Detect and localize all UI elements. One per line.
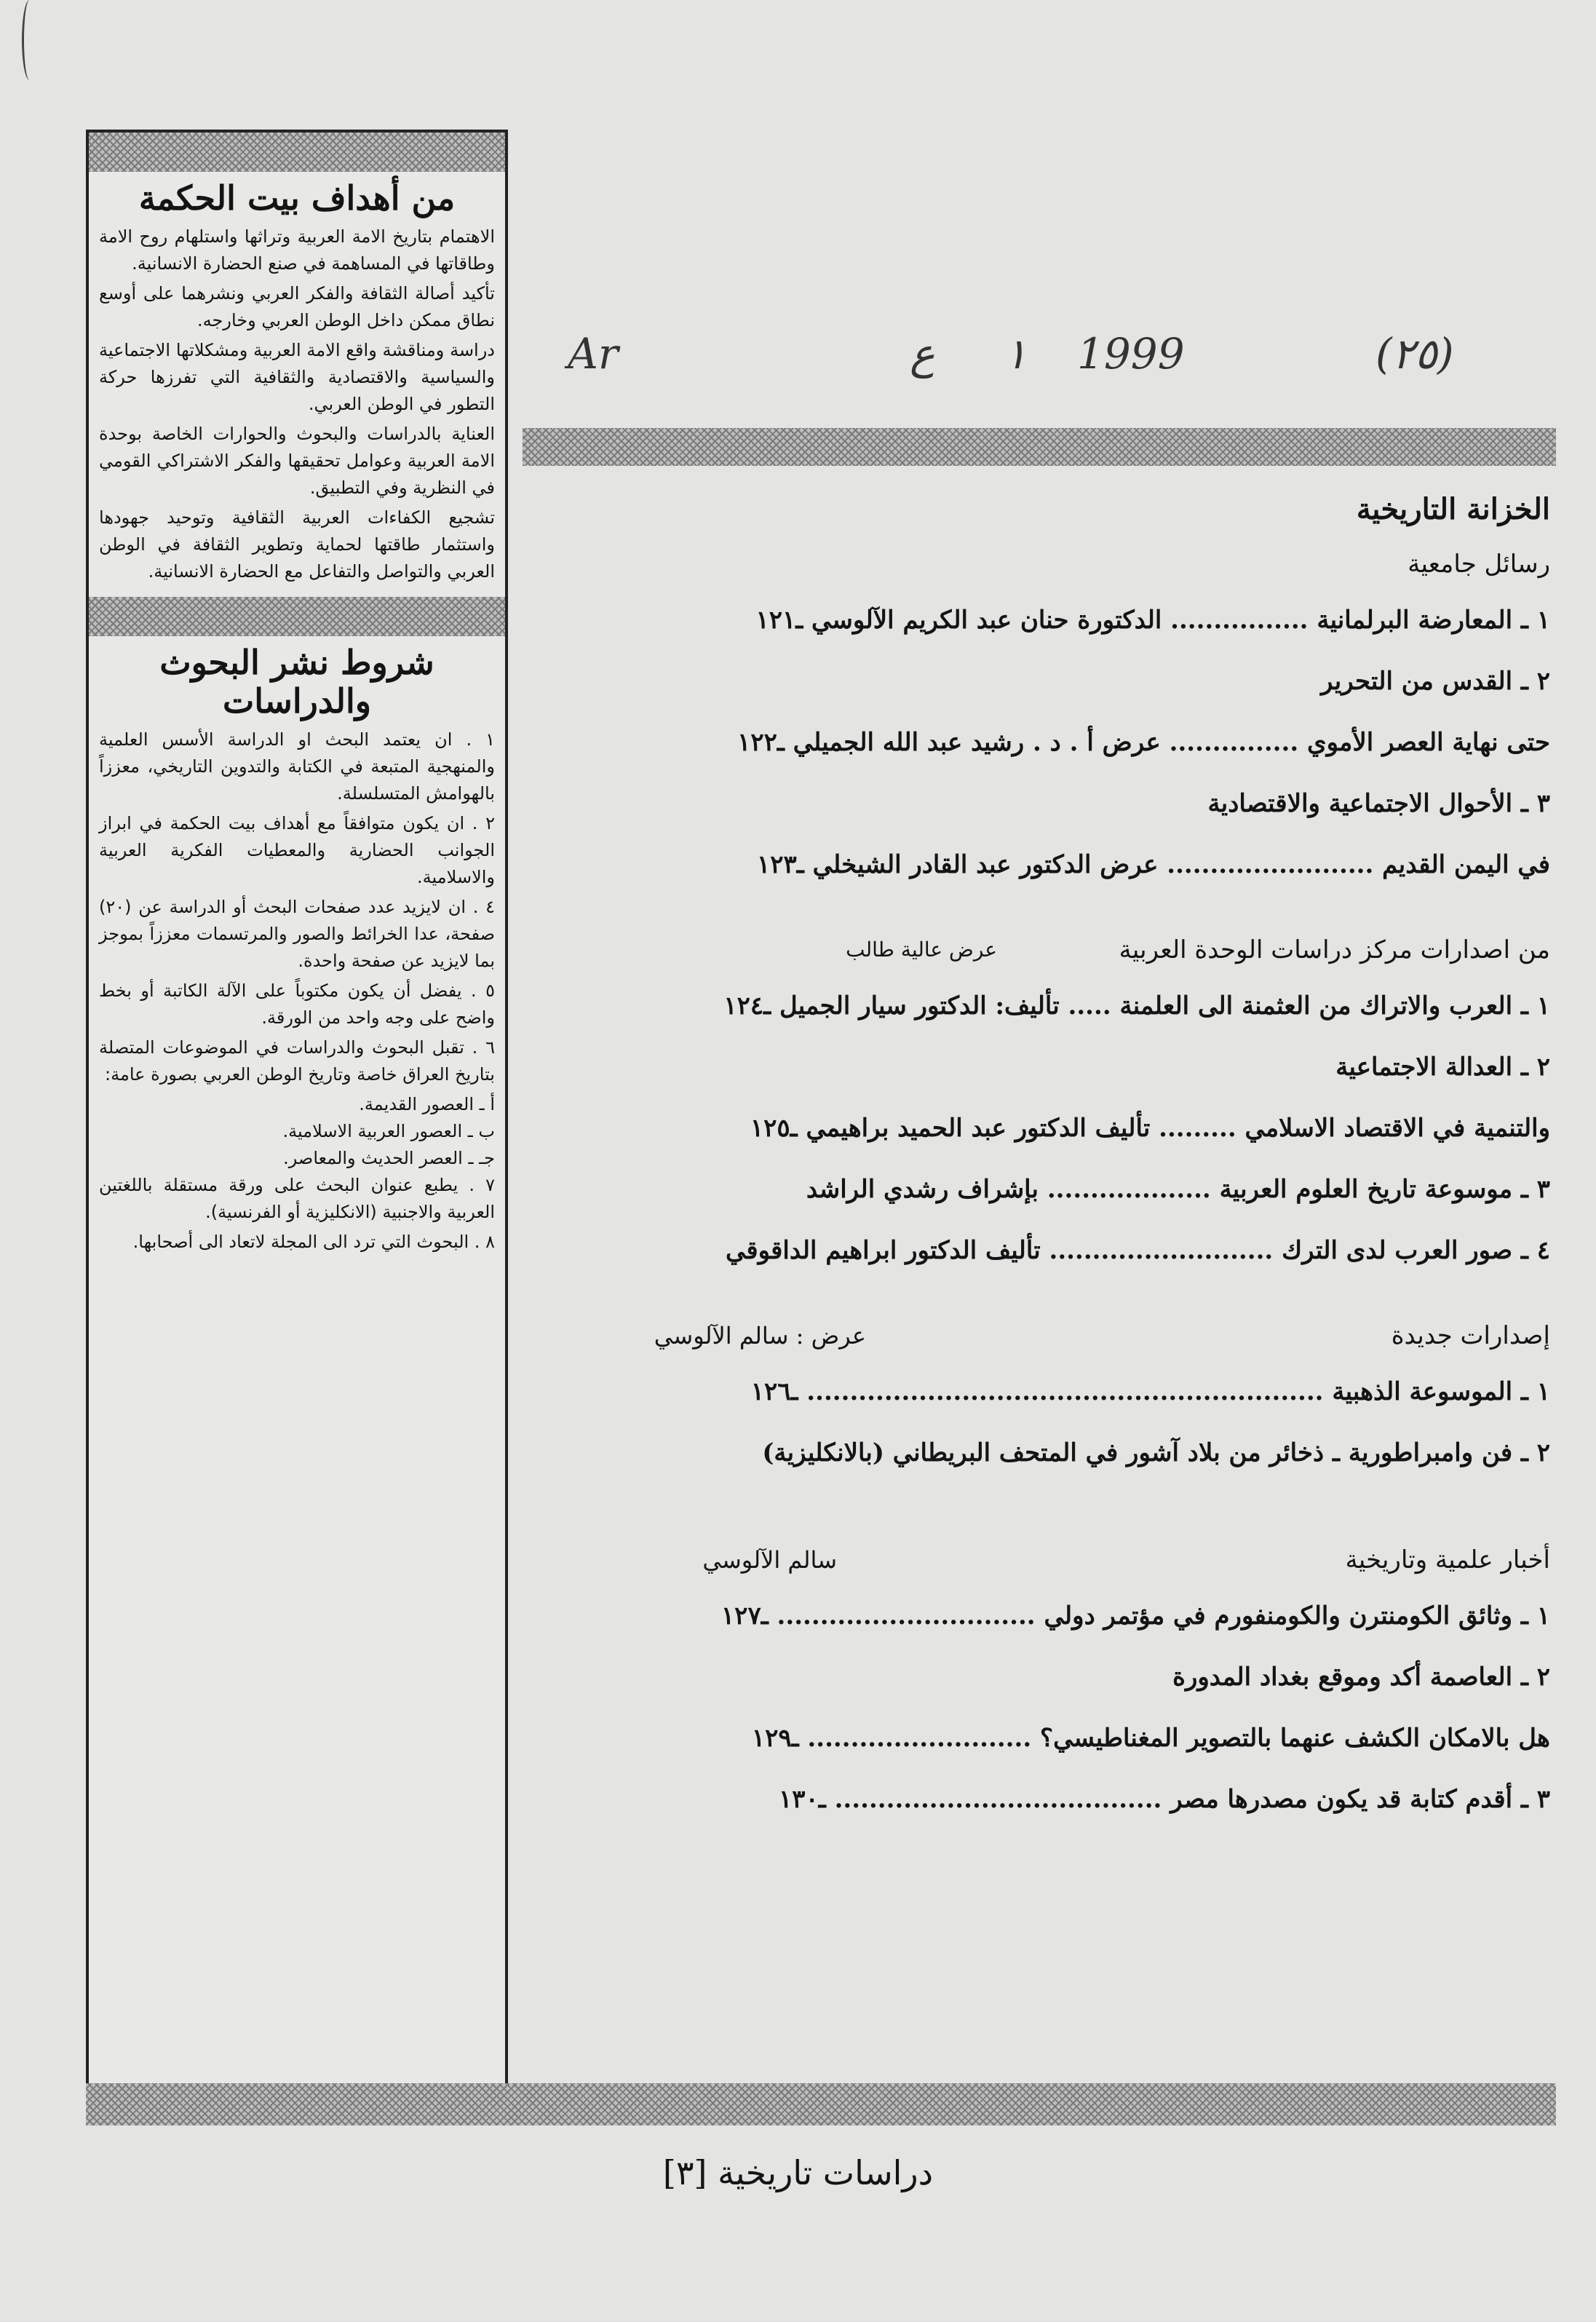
caus-heading-row xyxy=(539,924,1550,975)
new-reviewer: عرض : سالم الآلوسي xyxy=(654,1322,866,1350)
handwritten-year: 1999 xyxy=(1077,329,1185,379)
condition-item: ٧ . يطبع عنوان البحث على ورقة مستقلة باللغتين العربية والاجنبية (الانكليزية أو الفرنسية). xyxy=(99,1174,495,1222)
main-contents xyxy=(539,480,1550,1830)
handwritten-number: (٢٥) xyxy=(1375,329,1454,379)
contents-entry: ٣ ـ الأحوال الاجتماعية والاقتصادية xyxy=(1207,789,1550,818)
sidebar-box xyxy=(86,130,508,2095)
news-heading-row xyxy=(539,1534,1550,1585)
new-heading-row xyxy=(539,1310,1550,1361)
conditions-title: شروط نشر البحوث والدراسات xyxy=(159,642,434,721)
contents-entry: ٢ ـ فن وامبراطورية ـ ذخائر من بلاد آشور في المتحف البريطاني (بالانكليزية) xyxy=(762,1438,1550,1467)
new-heading: إصدارات جديدة xyxy=(1391,1321,1550,1350)
contents-entry: ١ ـ وثائق الكومنترن والكومنفورم في مؤتمر دولي .............................. ـ١٢٧ xyxy=(720,1601,1550,1630)
contents-entry: ٤ ـ صور العرب لدى الترك .......................... تأليف الدكتور ابراهيم الداقوقي xyxy=(725,1236,1550,1265)
margin-mark xyxy=(22,0,37,80)
conditions-section xyxy=(89,636,505,1267)
top-divider-band xyxy=(523,428,1556,466)
contents-entry: ٢ ـ القدس من التحرير xyxy=(1320,667,1550,696)
contents-entry: ١ ـ الموسوعة الذهبية ............................................................ ـ١٢٦ xyxy=(750,1377,1550,1406)
era-item: أ ـ العصور القديمة. xyxy=(359,1093,495,1114)
goal-item: دراسة ومناقشة واقع الامة العربية ومشكلاتها الاجتماعية والسياسية والاقتصادية والثقافية التي تفرزها حركة التطور في الوطن العربي. xyxy=(99,339,495,414)
era-item: ب ـ العصور العربية الاسلامية. xyxy=(282,1120,495,1141)
contents-entry: هل بالامكان الكشف عنهما بالتصوير المغناطيسي؟ .......................... ـ١٢٩ xyxy=(751,1724,1550,1753)
contents-entry: ١ ـ المعارضة البرلمانية ................ الدكتورة حنان عبد الكريم الآلوسي ـ١٢١ xyxy=(755,606,1550,635)
condition-item: ٦ . تقبل البحوث والدراسات في الموضوعات المتصلة بتاريخ العراق خاصة وتاريخ الوطن العربي بصورة عامة: xyxy=(99,1037,495,1085)
page-footer: دراسات تاريخية [٣] xyxy=(662,2153,934,2192)
handwritten-code: Ar xyxy=(568,329,619,379)
condition-item: ٢ . ان يكون متوافقاً مع أهداف بيت الحكمة في ابراز الجوانب الحضارية والمعطيات الفكرية العربية والاسلامية. xyxy=(99,812,495,887)
handwritten-annotation xyxy=(568,322,1492,387)
theses-heading: رسائل جامعية xyxy=(1408,550,1550,579)
page-title: الخزانة التاريخية xyxy=(1356,492,1550,526)
condition-item: ١ . ان يعتمد البحث او الدراسة الأسس العلمية والمنهجية المتبعة في الكتابة والتدوين التاريخي، معززاً بالهوامش المتسلسلة. xyxy=(99,729,495,804)
news-author: سالم الآلوسي xyxy=(702,1546,837,1574)
contents-entry: والتنمية في الاقتصاد الاسلامي ......... تأليف الدكتور عبد الحميد براهيمي ـ١٢٥ xyxy=(750,1114,1550,1143)
goals-title: من أهداف بيت الحكمة xyxy=(138,178,456,218)
era-item: جـ ـ العصر الحديث والمعاصر. xyxy=(283,1147,495,1168)
condition-item: ٤ . ان لايزيد عدد صفحات البحث أو الدراسة عن (٢٠) صفحة، عدا الخرائط والصور والمرتسمات معززاً بموجز بما لايزيد عن صفحة واحدة. xyxy=(99,896,495,971)
goals-section xyxy=(89,172,505,597)
contents-entry: ٣ ـ موسوعة تاريخ العلوم العربية ................... بإشراف رشدي الراشد xyxy=(806,1175,1550,1204)
contents-entry: حتى نهاية العصر الأموي ............... عرض أ . د . رشيد عبد الله الجميلي ـ١٢٢ xyxy=(737,728,1550,757)
goal-item: تأكيد أصالة الثقافة والفكر العربي ونشرهما على أوسع نطاق ممكن داخل الوطن العربي وخارجه. xyxy=(99,282,495,330)
condition-item: ٨ . البحوث التي ترد الى المجلة لاتعاد الى أصحابها. xyxy=(132,1231,495,1252)
sidebar-top-band xyxy=(89,132,505,172)
caus-heading: من اصدارات مركز دراسات الوحدة العربية xyxy=(1119,935,1550,964)
goal-item: الاهتمام بتاريخ الامة العربية وتراثها واستلهام روح الامة وطاقاتها في المساهمة في صنع الحضارة الانسانية. xyxy=(99,226,495,274)
news-heading: أخبار علمية وتاريخية xyxy=(1345,1545,1550,1574)
sidebar-middle-band xyxy=(89,597,505,636)
contents-entry: ٢ ـ العاصمة أكد وموقع بغداد المدورة xyxy=(1172,1663,1550,1692)
contents-entry: ١ ـ العرب والاتراك من العثمنة الى العلمنة ..... تأليف: الدكتور سيار الجميل ـ١٢٤ xyxy=(723,991,1550,1021)
handwritten-letter: ع xyxy=(910,329,935,379)
contents-entry: ٣ ـ أقدم كتابة قد يكون مصدرها مصر ...................................... ـ١٣٠ xyxy=(779,1785,1550,1814)
bottom-divider-band xyxy=(86,2083,1556,2125)
handwritten-day: ١ xyxy=(1004,329,1028,379)
goal-item: تشجيع الكفاءات العربية الثقافية وتوحيد جهودها واستثمار طاقتها لحماية وتطوير الثقافة في الوطن العربي والتواصل والتفاعل مع الحضارة الانسانية. xyxy=(99,507,495,582)
contents-entry: في اليمن القديم ........................ عرض الدكتور عبد القادر الشيخلي ـ١٢٣ xyxy=(756,850,1550,879)
goal-item: العناية بالدراسات والبحوث والحوارات الخاصة بوحدة الامة العربية وعوامل تحقيقها والفكر الاشتراكي القومي في النظرية وفي التطبيق. xyxy=(99,423,495,498)
condition-item: ٥ . يفضل أن يكون مكتوباً على الآلة الكاتبة أو بخط واضح على وجه واحد من الورقة. xyxy=(99,980,495,1028)
contents-entry: ٢ ـ العدالة الاجتماعية xyxy=(1335,1053,1550,1082)
caus-reviewer: عرض عالية طالب xyxy=(846,938,997,962)
